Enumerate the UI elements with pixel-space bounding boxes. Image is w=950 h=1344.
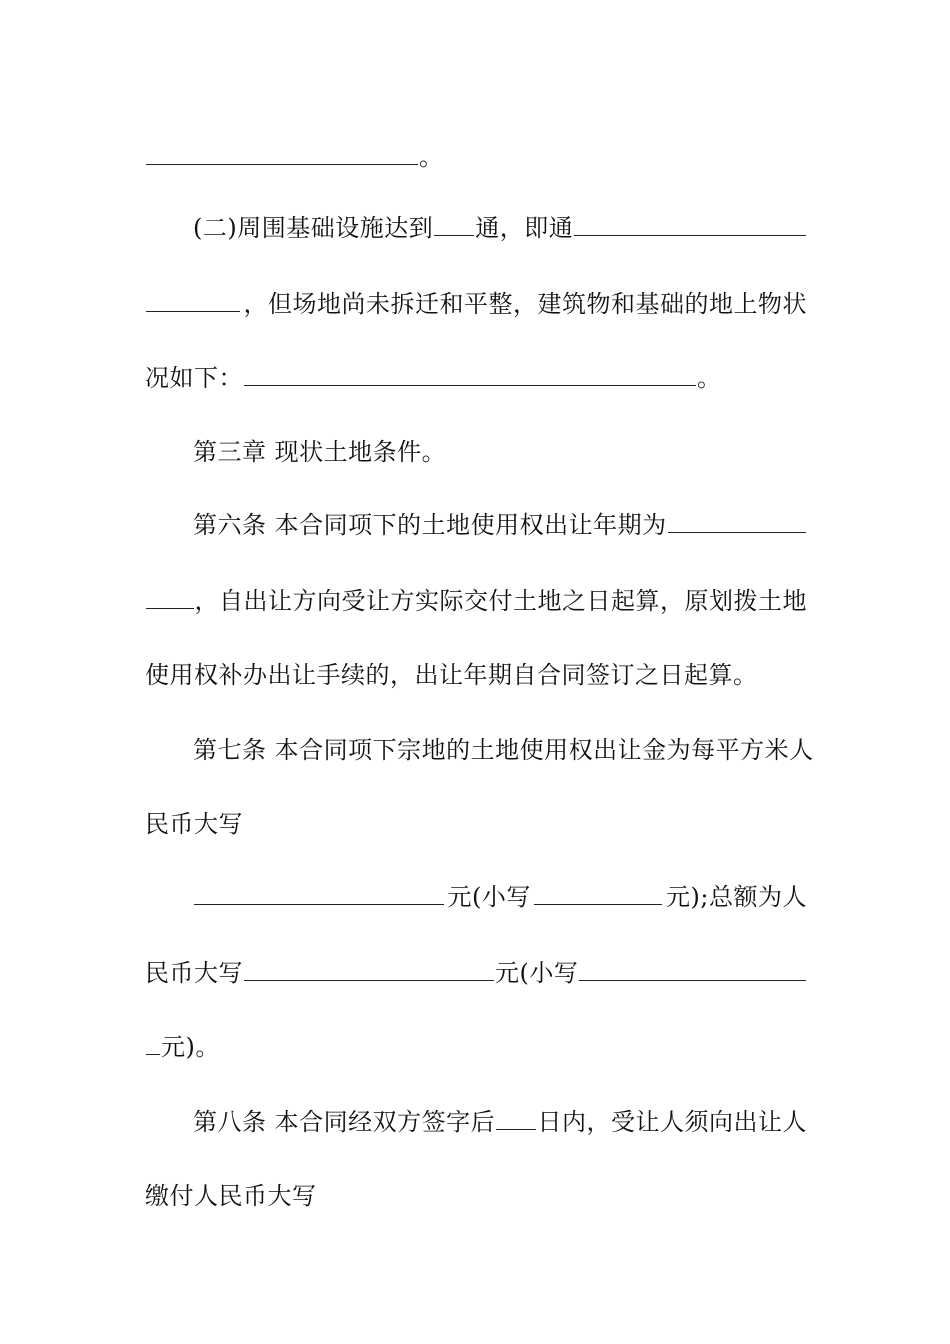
text-line xyxy=(145,807,807,841)
article-text: 民币大写 xyxy=(145,810,243,838)
text-line xyxy=(145,140,807,174)
article-text: 第七条 本合同项下宗地的土地使用权出让金为每平方米人 xyxy=(193,736,814,764)
text-line xyxy=(193,1105,807,1139)
fill-blank[interactable] xyxy=(244,958,494,981)
article-text: 日内，受让人须向出让人 xyxy=(537,1108,807,1136)
period: 。 xyxy=(697,364,722,392)
text-line xyxy=(193,880,807,914)
fill-blank[interactable] xyxy=(574,213,806,236)
fill-blank[interactable] xyxy=(496,1107,536,1130)
text-line xyxy=(145,658,807,692)
clause-text: 况如下： xyxy=(145,364,243,392)
chapter-heading xyxy=(193,435,807,469)
fill-blank[interactable] xyxy=(194,882,444,905)
fill-blank[interactable] xyxy=(434,213,474,236)
fill-blank[interactable] xyxy=(579,958,806,981)
text-line xyxy=(193,733,814,767)
text-line xyxy=(145,956,807,990)
article-text: ，自出让方向受让方实际交付土地之日起算，原划拨土地 xyxy=(194,587,807,615)
article-text: 第八条 本合同经双方签字后 xyxy=(193,1108,496,1136)
article-text: 元(小写 xyxy=(447,883,531,911)
fill-blank[interactable] xyxy=(244,363,696,386)
article-text: 使用权补办出让手续的，出让年期自合同签订之日起算。 xyxy=(145,661,758,689)
text-line xyxy=(145,287,807,321)
text-line xyxy=(145,1179,807,1213)
chapter-title: 第三章 现状土地条件。 xyxy=(193,438,447,466)
clause-text: 通，即通 xyxy=(475,214,574,242)
text-line xyxy=(145,1030,807,1064)
clause-text: ，但场地尚未拆迁和平整，建筑物和基础的地上物状 xyxy=(243,290,807,318)
text-line xyxy=(145,361,807,395)
text-line xyxy=(145,584,807,618)
fill-blank[interactable] xyxy=(146,1032,160,1055)
text-line xyxy=(193,211,807,245)
article-text: 元(小写 xyxy=(495,959,579,987)
article-text: 元);总额为人 xyxy=(666,883,807,911)
article-text: 元)。 xyxy=(161,1033,220,1061)
text-line xyxy=(193,508,807,542)
fill-blank[interactable] xyxy=(146,142,418,165)
fill-blank[interactable] xyxy=(146,289,240,312)
clause-text: (二)周围基础设施达到 xyxy=(193,214,434,242)
fill-blank[interactable] xyxy=(534,882,662,905)
article-text: 第六条 本合同项下的土地使用权出让年期为 xyxy=(193,511,667,539)
fill-blank[interactable] xyxy=(146,586,194,609)
article-text: 缴付人民币大写 xyxy=(145,1182,317,1210)
article-text: 民币大写 xyxy=(145,959,243,987)
fill-blank[interactable] xyxy=(668,510,806,533)
period: 。 xyxy=(419,143,444,171)
